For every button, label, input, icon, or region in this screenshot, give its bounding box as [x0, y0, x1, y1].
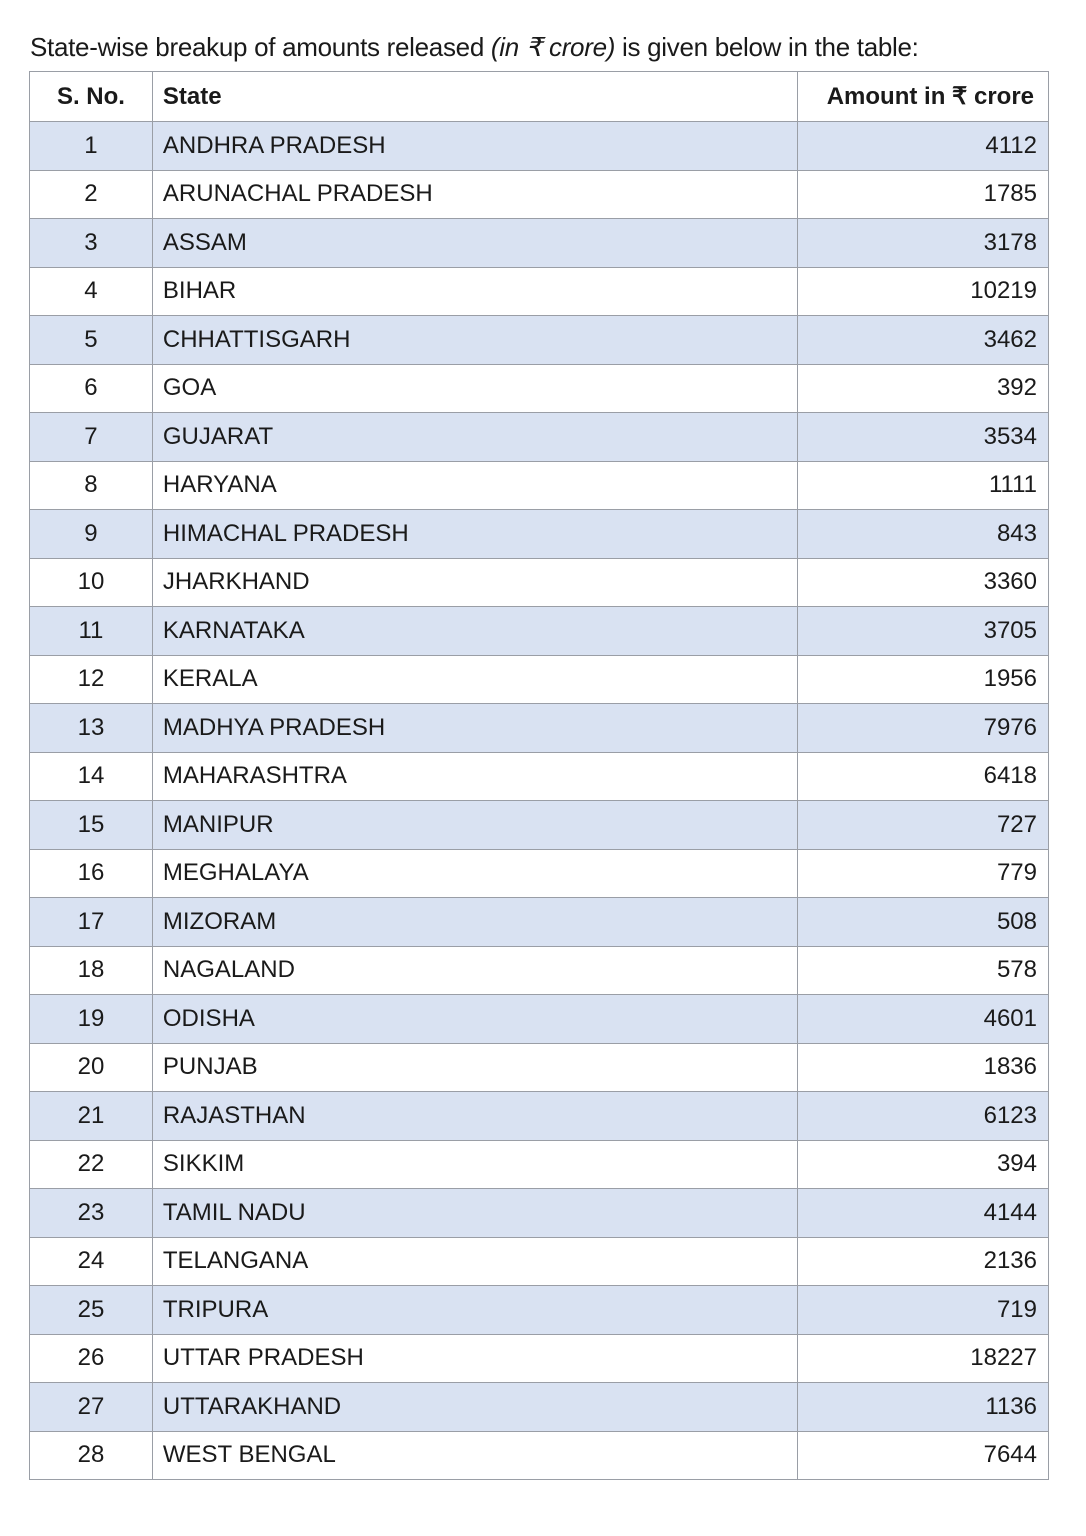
- amount-cell: 1785: [798, 170, 1049, 219]
- table-row: [30, 1140, 1049, 1189]
- serial-number-cell: 13: [30, 704, 153, 753]
- serial-number-cell: 24: [30, 1237, 153, 1286]
- serial-number-cell: 18: [30, 946, 153, 995]
- serial-number-cell: 16: [30, 849, 153, 898]
- state-name-cell: BIHAR: [152, 267, 797, 316]
- state-name-cell: GUJARAT: [152, 413, 797, 462]
- state-name-cell: MAHARASHTRA: [152, 752, 797, 801]
- amount-cell: 719: [798, 1286, 1049, 1335]
- state-name-cell: ARUNACHAL PRADESH: [152, 170, 797, 219]
- table-row: [30, 1383, 1049, 1432]
- intro-unit-italic: (in ₹ crore): [490, 32, 616, 62]
- serial-number-cell: 7: [30, 413, 153, 462]
- amount-cell: 4112: [798, 122, 1049, 171]
- amount-cell: 3705: [798, 607, 1049, 656]
- state-name-cell: KARNATAKA: [152, 607, 797, 656]
- amount-cell: 6123: [798, 1092, 1049, 1141]
- state-name-cell: MANIPUR: [152, 801, 797, 850]
- amount-cell: 779: [798, 849, 1049, 898]
- table-header-row: [30, 72, 1049, 122]
- state-name-cell: HARYANA: [152, 461, 797, 510]
- amount-cell: 4601: [798, 995, 1049, 1044]
- state-name-cell: WEST BENGAL: [152, 1431, 797, 1480]
- serial-number-cell: 3: [30, 219, 153, 268]
- table-row: [30, 1043, 1049, 1092]
- state-name-cell: TELANGANA: [152, 1237, 797, 1286]
- table-row: [30, 946, 1049, 995]
- state-name-cell: ASSAM: [152, 219, 797, 268]
- serial-number-cell: 27: [30, 1383, 153, 1432]
- state-name-cell: ANDHRA PRADESH: [152, 122, 797, 171]
- amount-cell: 6418: [798, 752, 1049, 801]
- amount-cell: 392: [798, 364, 1049, 413]
- table-row: [30, 122, 1049, 171]
- state-name-cell: TRIPURA: [152, 1286, 797, 1335]
- amount-cell: 7644: [798, 1431, 1049, 1480]
- table-row: [30, 170, 1049, 219]
- table-row: [30, 1334, 1049, 1383]
- amount-cell: 508: [798, 898, 1049, 947]
- header-serial-number: S. No.: [30, 72, 153, 122]
- serial-number-cell: 6: [30, 364, 153, 413]
- table-row: [30, 510, 1049, 559]
- serial-number-cell: 28: [30, 1431, 153, 1480]
- amount-cell: 3360: [798, 558, 1049, 607]
- amount-cell: 7976: [798, 704, 1049, 753]
- serial-number-cell: 15: [30, 801, 153, 850]
- amount-cell: 727: [798, 801, 1049, 850]
- amount-cell: 18227: [798, 1334, 1049, 1383]
- table-row: [30, 849, 1049, 898]
- serial-number-cell: 10: [30, 558, 153, 607]
- state-name-cell: MIZORAM: [152, 898, 797, 947]
- state-name-cell: SIKKIM: [152, 1140, 797, 1189]
- amount-cell: 10219: [798, 267, 1049, 316]
- intro-text-end: is given below in the table:: [615, 32, 919, 62]
- table-row: [30, 801, 1049, 850]
- serial-number-cell: 4: [30, 267, 153, 316]
- table-row: [30, 1237, 1049, 1286]
- amount-cell: 843: [798, 510, 1049, 559]
- serial-number-cell: 22: [30, 1140, 153, 1189]
- table-row: [30, 898, 1049, 947]
- serial-number-cell: 2: [30, 170, 153, 219]
- state-name-cell: MADHYA PRADESH: [152, 704, 797, 753]
- serial-number-cell: 12: [30, 655, 153, 704]
- table-row: [30, 1189, 1049, 1238]
- amount-cell: 1136: [798, 1383, 1049, 1432]
- table-row: [30, 995, 1049, 1044]
- state-name-cell: KERALA: [152, 655, 797, 704]
- state-amounts-table: [29, 71, 1049, 1480]
- table-body: [30, 122, 1049, 1480]
- table-row: [30, 752, 1049, 801]
- intro-sentence: [30, 32, 919, 63]
- state-name-cell: PUNJAB: [152, 1043, 797, 1092]
- state-name-cell: GOA: [152, 364, 797, 413]
- table-row: [30, 607, 1049, 656]
- table-row: [30, 316, 1049, 365]
- serial-number-cell: 17: [30, 898, 153, 947]
- amount-cell: 394: [798, 1140, 1049, 1189]
- serial-number-cell: 26: [30, 1334, 153, 1383]
- table-row: [30, 704, 1049, 753]
- amount-cell: 1956: [798, 655, 1049, 704]
- serial-number-cell: 14: [30, 752, 153, 801]
- amount-cell: 3534: [798, 413, 1049, 462]
- state-name-cell: TAMIL NADU: [152, 1189, 797, 1238]
- table-row: [30, 1092, 1049, 1141]
- amount-cell: 2136: [798, 1237, 1049, 1286]
- header-amount: Amount in ₹ crore: [798, 72, 1049, 122]
- serial-number-cell: 23: [30, 1189, 153, 1238]
- serial-number-cell: 20: [30, 1043, 153, 1092]
- table-row: [30, 461, 1049, 510]
- table-row: [30, 364, 1049, 413]
- serial-number-cell: 5: [30, 316, 153, 365]
- serial-number-cell: 19: [30, 995, 153, 1044]
- table-row: [30, 655, 1049, 704]
- state-name-cell: MEGHALAYA: [152, 849, 797, 898]
- serial-number-cell: 8: [30, 461, 153, 510]
- serial-number-cell: 1: [30, 122, 153, 171]
- amount-cell: 3178: [798, 219, 1049, 268]
- state-name-cell: ODISHA: [152, 995, 797, 1044]
- state-name-cell: UTTAR PRADESH: [152, 1334, 797, 1383]
- serial-number-cell: 25: [30, 1286, 153, 1335]
- serial-number-cell: 11: [30, 607, 153, 656]
- state-name-cell: NAGALAND: [152, 946, 797, 995]
- amount-cell: 578: [798, 946, 1049, 995]
- state-name-cell: UTTARAKHAND: [152, 1383, 797, 1432]
- table-row: [30, 1431, 1049, 1480]
- amount-cell: 1836: [798, 1043, 1049, 1092]
- amount-cell: 3462: [798, 316, 1049, 365]
- table-row: [30, 267, 1049, 316]
- amount-cell: 4144: [798, 1189, 1049, 1238]
- state-name-cell: CHHATTISGARH: [152, 316, 797, 365]
- table-row: [30, 219, 1049, 268]
- table-row: [30, 558, 1049, 607]
- serial-number-cell: 9: [30, 510, 153, 559]
- table-row: [30, 413, 1049, 462]
- state-name-cell: RAJASTHAN: [152, 1092, 797, 1141]
- intro-text-start: State-wise breakup of amounts released: [30, 32, 491, 62]
- state-name-cell: HIMACHAL PRADESH: [152, 510, 797, 559]
- amount-cell: 1111: [798, 461, 1049, 510]
- header-state: State: [152, 72, 797, 122]
- serial-number-cell: 21: [30, 1092, 153, 1141]
- table-row: [30, 1286, 1049, 1335]
- state-name-cell: JHARKHAND: [152, 558, 797, 607]
